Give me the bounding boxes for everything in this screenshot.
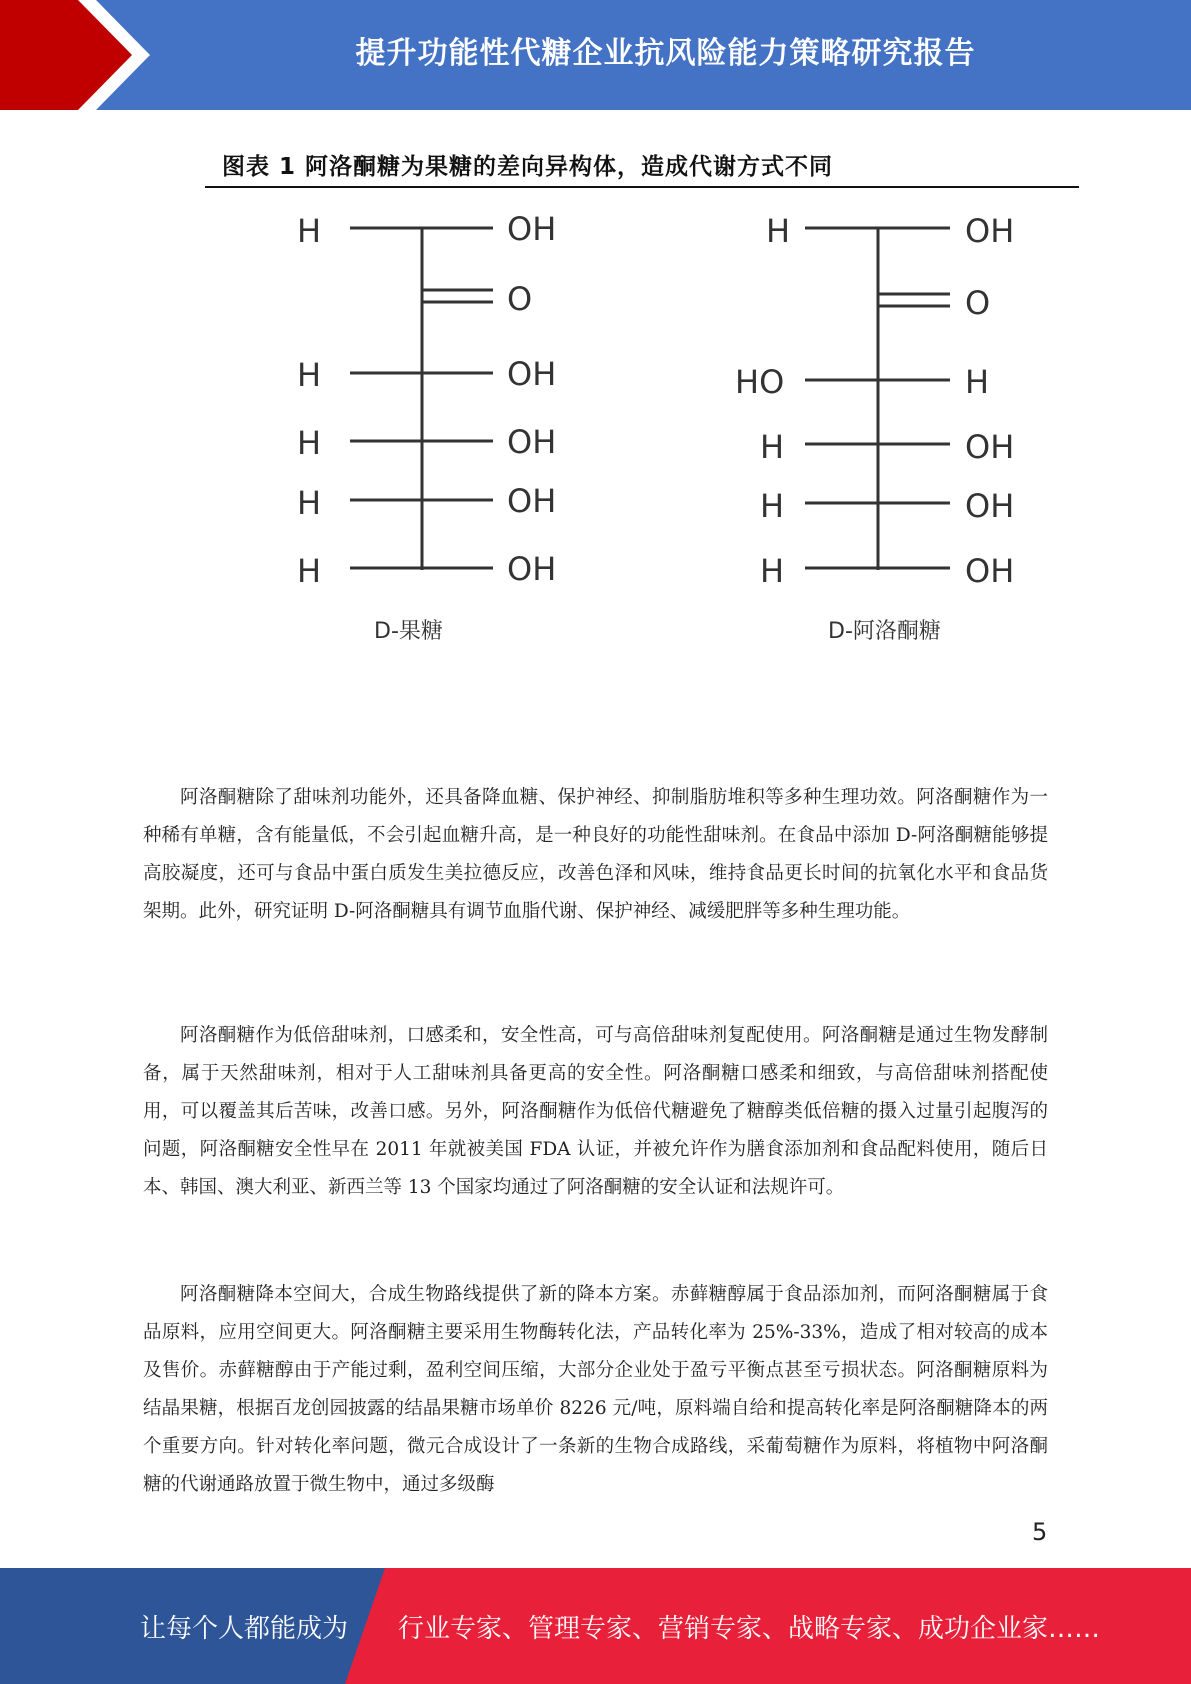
substituent-left: H	[297, 484, 322, 522]
substituent-right: OH	[507, 550, 557, 588]
substituent-right: O	[965, 284, 991, 322]
substituent-left: H	[297, 356, 322, 394]
structure-label: D-阿洛酮糖	[828, 619, 941, 644]
body-paragraph: 阿洛酮糖作为低倍甜味剂，口感柔和，安全性高，可与高倍甜味剂复配使用。阿洛酮糖是通过生物发酵制备，属于天然甜味剂，相对于人工甜味剂具备更高的安全性。阿洛酮糖口感柔和细致，与高倍甜味剂搭配使用，可以覆盖其后苦味，改善口感。另外，阿洛酮糖作为低倍代糖避免了糖醇类低倍糖的摄入过量引起腹泻的问题，阿洛酮糖安全性早在 2011 年就被美国 FDA 认证，并被允许作为膳食添加剂和食品配料使用，随后日本、韩国、澳大利亚、新西兰等 13 个国家均通过了阿洛酮糖的安全认证和法规许可。	[143, 1025, 1048, 1198]
substituent-left: H	[297, 424, 322, 462]
fischer-projections-figure	[0, 190, 1191, 660]
substituent-left: H	[760, 487, 785, 525]
header-chevron-icon	[0, 0, 160, 110]
substituent-left: H	[297, 552, 322, 590]
figure-caption: 图表 1 阿洛酮糖为果糖的差向异构体，造成代谢方式不同	[222, 154, 834, 180]
substituent-right: OH	[965, 552, 1015, 590]
substituent-left: H	[760, 428, 785, 466]
structure-d-fructose	[297, 210, 556, 644]
body-paragraph: 阿洛酮糖除了甜味剂功能外，还具备降血糖、保护神经、抑制脂肪堆积等多种生理功效。阿洛酮糖作为一种稀有单糖，含有能量低，不会引起血糖升高，是一种良好的功能性甜味剂。在食品中添加 D-阿洛酮糖能够提高胶凝度，还可与食品中蛋白质发生美拉德反应，改善色泽和风味，维持食品更长时间的抗氧化水平和食品货架期。此外，研究证明 D-阿洛酮糖具有调节血脂代谢、保护神经、减缓肥胖等多种生理功能。	[143, 787, 1048, 922]
substituent-right: O	[507, 280, 533, 318]
substituent-left: HO	[735, 363, 785, 401]
footer-slogan-left: 让每个人都能成为	[140, 1614, 349, 1644]
page-header	[0, 0, 1191, 110]
body-paragraph: 阿洛酮糖降本空间大，合成生物路线提供了新的降本方案。赤藓糖醇属于食品添加剂，而阿洛酮糖属于食品原料，应用空间更大。阿洛酮糖主要采用生物酶转化法，产品转化率为 25%-33%，造成了相对较高的成本及售价。赤藓糖醇由于产能过剩，盈利空间压缩，大部分企业处于盈亏平衡点甚至亏损状态。阿洛酮糖原料为结晶果糖，根据百龙创园披露的结晶果糖市场单价 8226 元/吨，原料端自给和提高转化率是阿洛酮糖降本的两个重要方向。针对转化率问题，微元合成设计了一条新的生物合成路线，采葡萄糖作为原料，将植物中阿洛酮糖的代谢通路放置于微生物中，通过多级酶	[143, 1284, 1048, 1495]
substituent-right: OH	[507, 210, 557, 248]
substituent-right: OH	[507, 482, 557, 520]
substituent-right: OH	[965, 428, 1015, 466]
structure-d-allulose	[735, 212, 1014, 644]
substituent-right: OH	[507, 423, 557, 461]
substituent-right: OH	[507, 355, 557, 393]
page-number: 5	[1032, 1518, 1048, 1546]
footer-slogan-right: 行业专家、管理专家、营销专家、战略专家、成功企业家……	[398, 1614, 1101, 1644]
substituent-right: H	[965, 363, 990, 401]
substituent-left: H	[297, 212, 322, 250]
substituent-left: H	[766, 212, 791, 250]
figure-divider	[205, 186, 1079, 188]
structure-label: D-果糖	[374, 619, 443, 644]
substituent-right: OH	[965, 212, 1015, 250]
substituent-right: OH	[965, 487, 1015, 525]
page-footer	[0, 1568, 1191, 1684]
substituent-left: H	[760, 552, 785, 590]
report-title: 提升功能性代糖企业抗风险能力策略研究报告	[355, 36, 976, 71]
